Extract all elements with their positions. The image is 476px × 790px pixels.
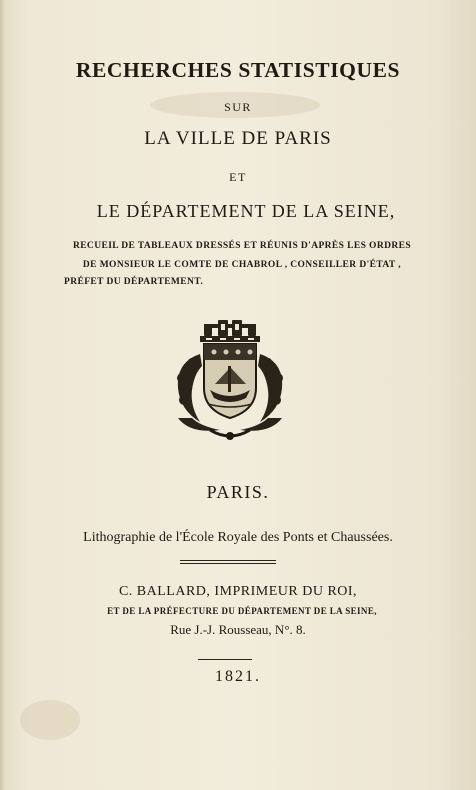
title-line-ville-de-paris: LA VILLE DE PARIS — [144, 128, 332, 149]
title-line-recherches: RECHERCHES STATISTIQUES — [75, 58, 401, 82]
imprint-city: PARIS. — [206, 482, 270, 502]
paris-coat-of-arms-icon — [170, 318, 290, 446]
imprint-year: 1821. — [215, 668, 261, 685]
imprint-lithographer: Lithographie de l'École Royale des Ponts et Chaussées. — [83, 530, 393, 545]
imprint-printer: C. BALLARD, IMPRIMEUR DU ROI, — [118, 584, 358, 599]
divider-rule — [198, 659, 252, 660]
imprint-address: Rue J.-J. Rousseau, N°. 8. — [170, 622, 306, 637]
description-line-2: DE MONSIEUR LE COMTE DE CHABROL , CONSEILLER D'ÉTAT , — [82, 260, 402, 270]
title-line-sur: SUR — [224, 100, 252, 114]
divider-rule — [180, 560, 276, 561]
description-line-1: RECUEIL DE TABLEAUX DRESSÉS ET RÉUNIS D'APRÈS LES ORDRES — [72, 241, 412, 251]
description-line-3: PRÉFET DU DÉPARTEMENT. — [64, 277, 204, 287]
divider-rule — [180, 563, 276, 564]
foxing-stain — [20, 700, 80, 740]
imprint-printer-detail: ET DE LA PRÉFECTURE DU DÉPARTEMENT DE LA SEINE, — [107, 606, 377, 616]
title-line-et: ET — [229, 170, 247, 184]
title-line-departement: LE DÉPARTEMENT DE LA SEINE, — [96, 201, 396, 221]
